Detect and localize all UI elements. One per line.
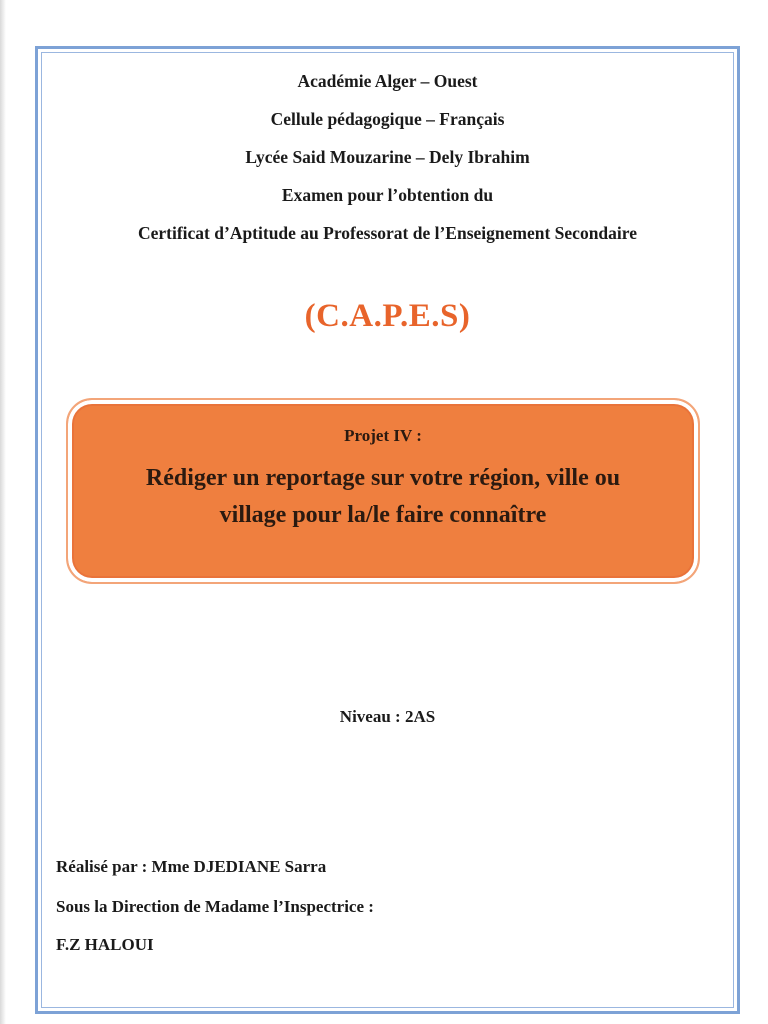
level-text: Niveau : 2AS: [339, 707, 436, 726]
project-label: Projet IV :: [344, 426, 422, 445]
inspector-line: F.Z HALOUI: [56, 935, 154, 954]
header-exam: Examen pour l’obtention du: [281, 185, 494, 205]
header-school: Lycée Said Mouzarine – Dely Ibrahim: [245, 147, 530, 167]
project-title-line-1: Rédiger un reportage sur votre région, ville ou: [145, 465, 621, 491]
author-line: Réalisé par : Mme DJEDIANE Sarra: [56, 857, 327, 876]
project-banner: [66, 398, 700, 584]
direction-line: Sous la Direction de Madame l’Inspectrice :: [56, 897, 374, 916]
header-certificate: Certificat d’Aptitude au Professorat de l’Enseignement Secondaire: [137, 223, 637, 243]
exam-acronym: (C.A.P.E.S): [304, 298, 471, 334]
header-academy: Académie Alger – Ouest: [297, 71, 478, 91]
project-title-line-2: village pour la/le faire connaître: [219, 502, 547, 528]
page-edge-shadow: [0, 0, 6, 1024]
header-cell: Cellule pédagogique – Français: [270, 109, 505, 129]
project-title: [88, 460, 678, 534]
